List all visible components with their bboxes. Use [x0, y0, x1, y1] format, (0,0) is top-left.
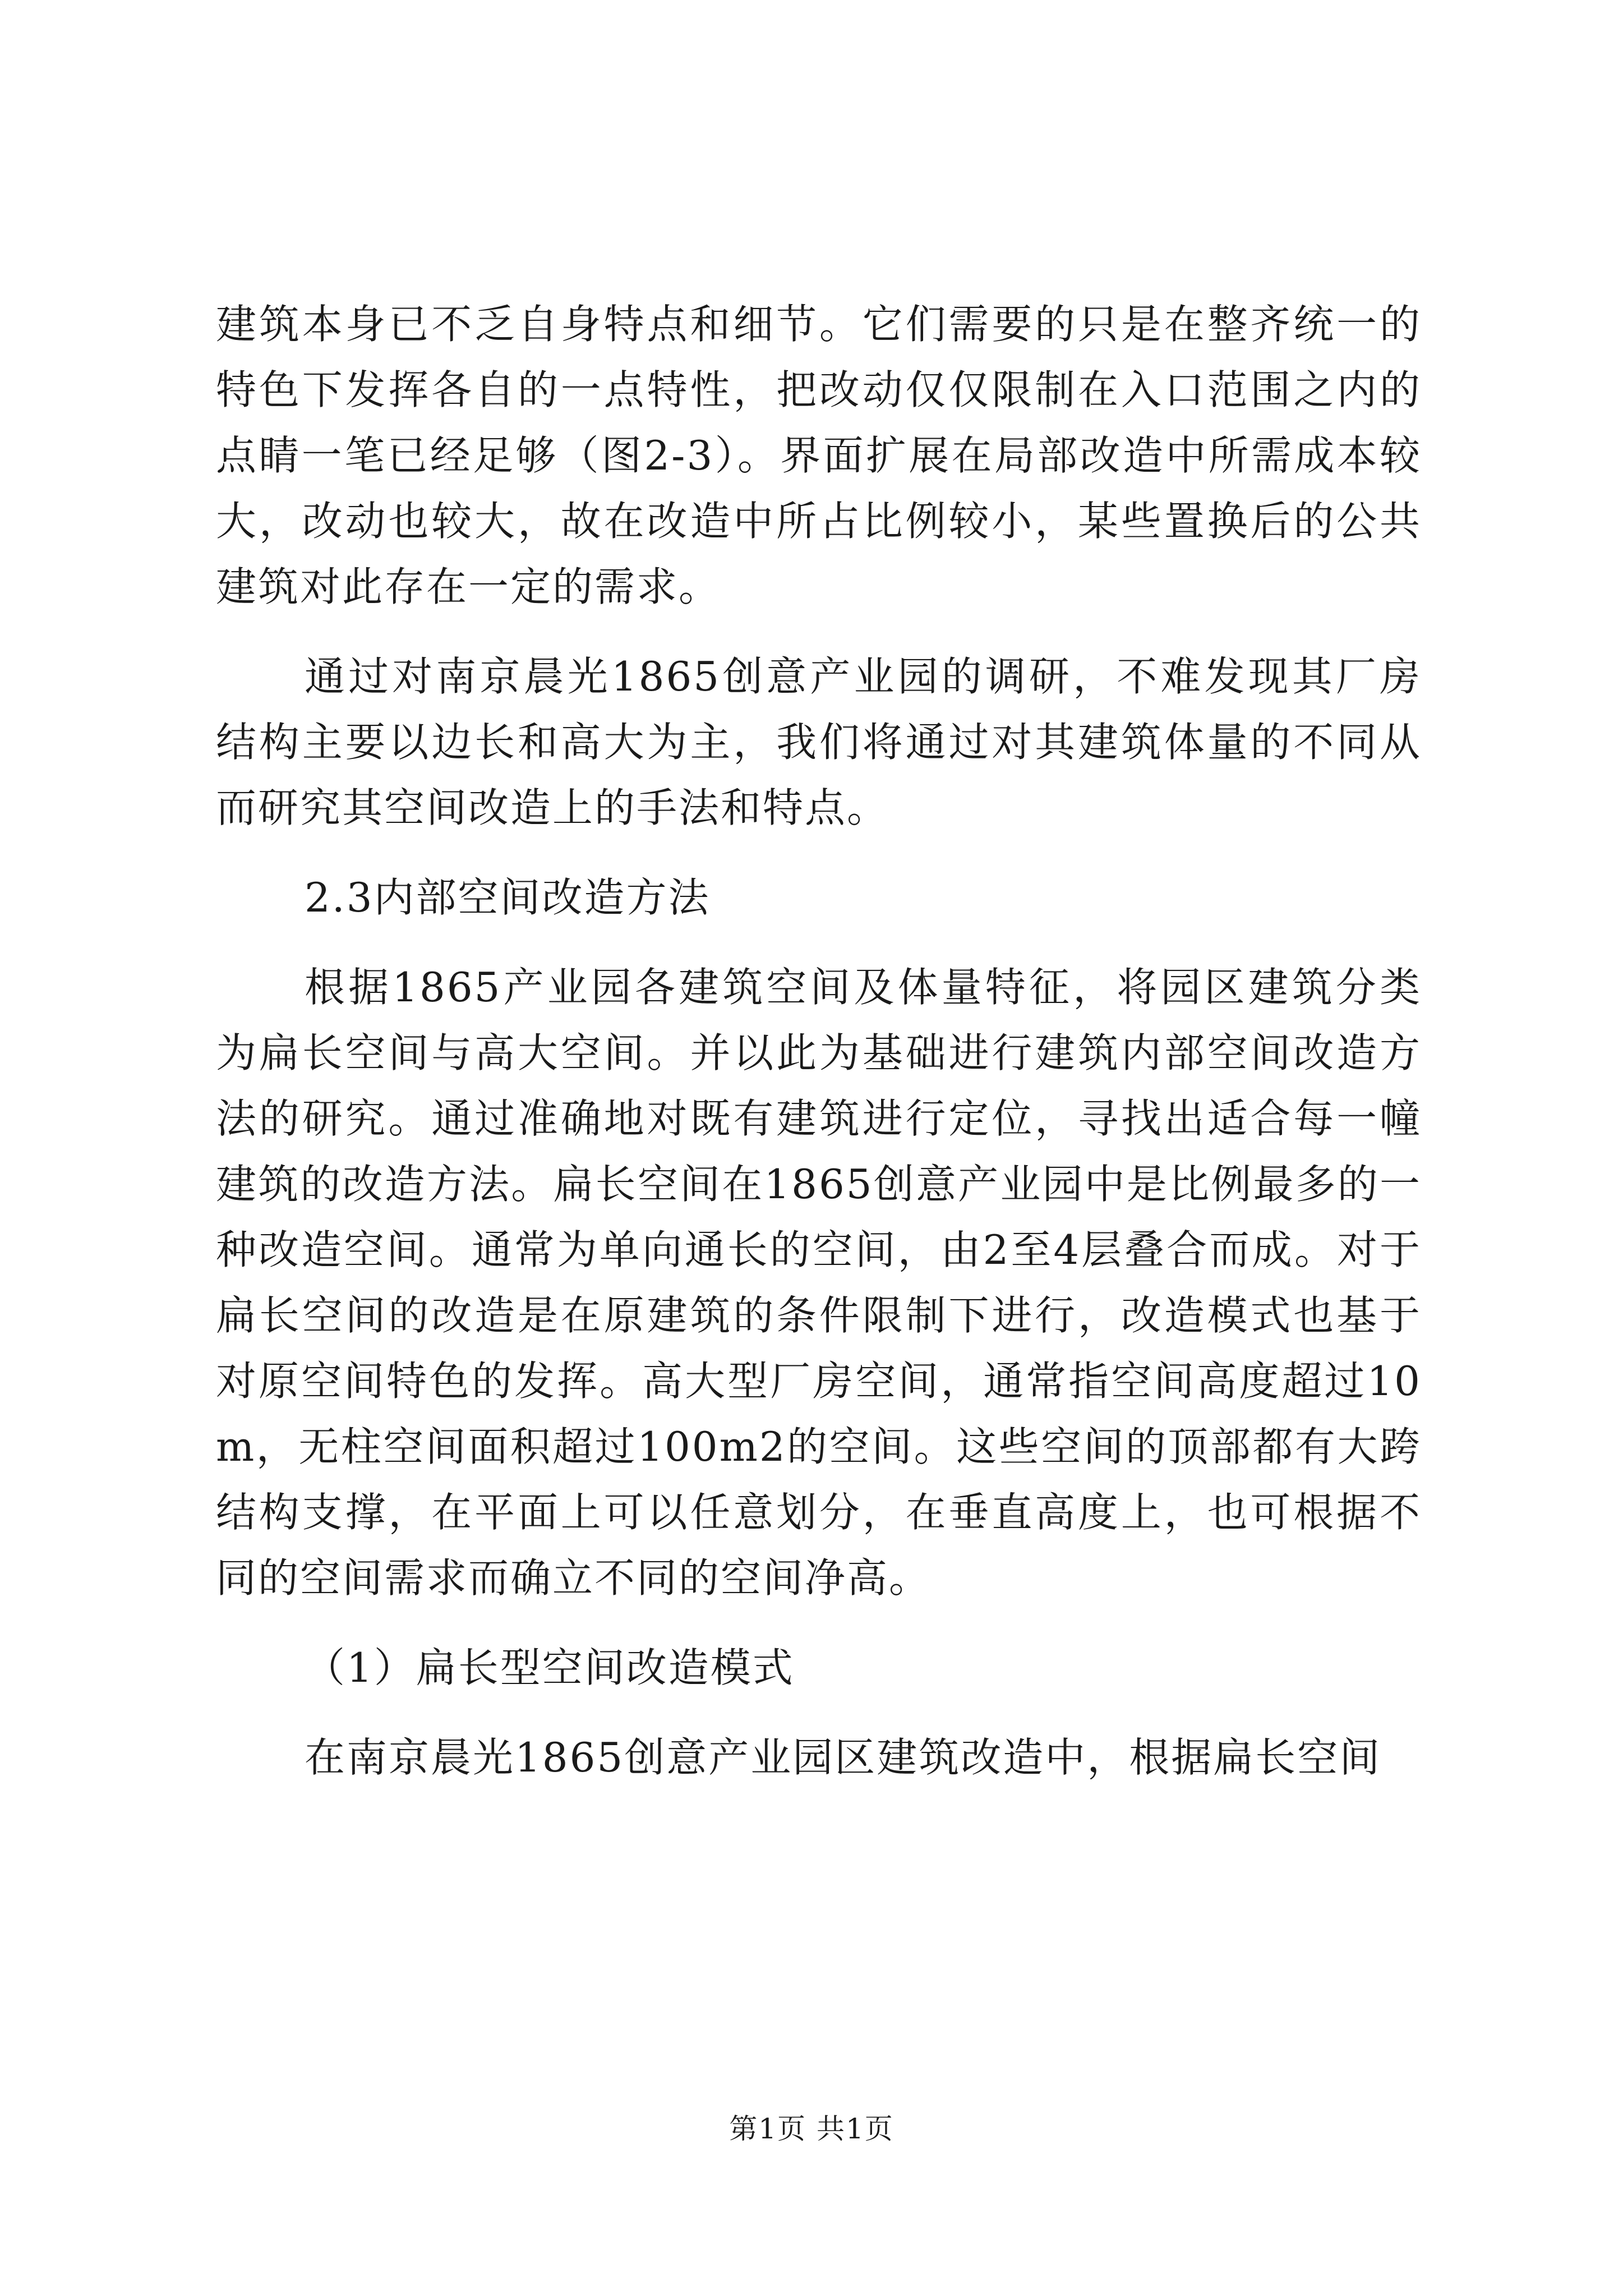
section-heading-2-3: 2.3内部空间改造方法	[305, 874, 711, 921]
page-footer: 第1页 共1页	[729, 2113, 894, 2145]
subsection-heading-1: （1）扁长型空间改造模式	[305, 1644, 795, 1691]
document-body	[216, 292, 1422, 1815]
paragraph-continuation: 建筑本身已不乏自身特点和细节。它们需要的只是在整齐统一的特色下发挥各自的一点特性，把改动仅仅限制在入口范围之内的点睛一笔已经足够（图2-3）。界面扩展在局部改造中所需成本较大，改动也较大，故在改造中所占比例较小，某些置换后的公共建筑对此存在一定的需求。	[216, 301, 1422, 610]
paragraph-survey: 通过对南京晨光1865创意产业园的调研，不难发现其厂房结构主要以边长和高大为主，我们将通过对其建筑体量的不同从而研究其空间改造上的手法和特点。	[216, 653, 1422, 831]
paragraph-space-classification: 根据1865产业园各建筑空间及体量特征，将园区建筑分类为扁长空间与高大空间。并以此为基础进行建筑内部空间改造方法的研究。通过准确地对既有建筑进行定位，寻找出适合每一幢建筑的改造方法。扁长空间在1865创意产业园中是比例最多的一种改造空间。通常为单向通长的空间，由2至4层叠合而成。对于扁长空间的改造是在原建筑的条件限制下进行，改造模式也基于对原空间特色的发挥。高大型厂房空间，通常指空间高度超过10m，无柱空间面积超过100m2的空间。这些空间的顶部都有大跨结构支撑，在平面上可以任意划分，在垂直高度上，也可根据不同的空间需求而确立不同的空间净高。	[216, 964, 1422, 1602]
paragraph-elongated-space: 在南京晨光1865创意产业园区建筑改造中，根据扁长空间	[305, 1734, 1382, 1781]
